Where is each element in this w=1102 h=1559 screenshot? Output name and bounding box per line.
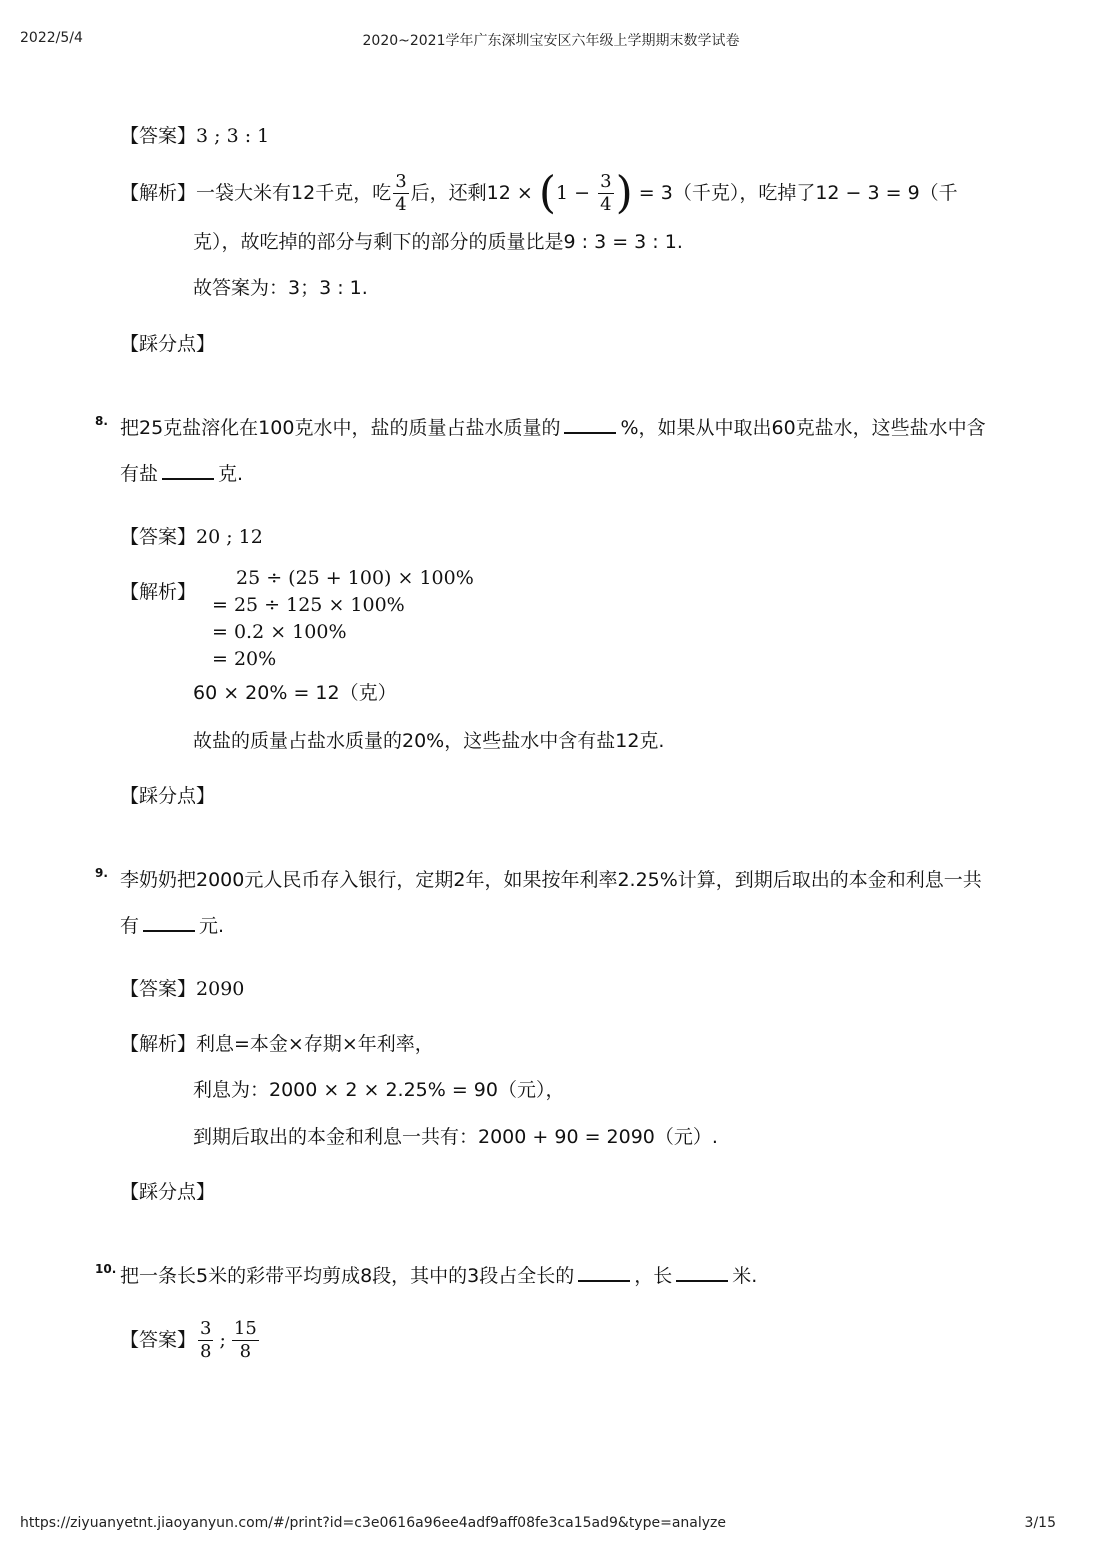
q9-number: 9.	[95, 866, 108, 880]
q7-text-4: = 3（千克），吃掉了12 − 3 = 9（千	[632, 182, 958, 204]
q10-text-3: 米.	[732, 1265, 758, 1287]
q8-conclusion: 故盐的质量占盐水质量的20%，这些盐水中含有盐12克.	[193, 730, 665, 752]
q7-answer	[120, 122, 269, 150]
q7-analysis-line3: 故答案为：3；3 : 1.	[193, 277, 368, 299]
q7-fraction-2-den: 4	[600, 194, 612, 215]
q8-calc-line4: = 20%	[212, 648, 277, 670]
q7-fraction-1	[393, 171, 408, 216]
q10-question-line1	[120, 1262, 757, 1290]
q10-text-2: ，长	[634, 1265, 673, 1287]
q10-answer-fraction-1-num: 3	[200, 1318, 212, 1339]
q8-question-line2	[120, 460, 243, 488]
q8-analysis-label: 【解析】	[120, 581, 197, 603]
q8-blank-2	[162, 460, 214, 480]
q8-answer	[120, 523, 263, 551]
q7-fraction-1-num: 3	[395, 171, 407, 192]
q9-analysis-line3: 到期后取出的本金和利息一共有：2000 + 90 = 2090（元）.	[193, 1126, 718, 1148]
q8-calc-line3: = 0.2 × 100%	[212, 621, 347, 643]
q8-calc-line2: = 25 ÷ 125 × 100%	[212, 594, 405, 616]
q8-text-3: 有盐	[120, 463, 159, 485]
q10-answer	[120, 1312, 261, 1368]
q8-calc-line5: 60 × 20% = 12（克）	[193, 682, 397, 704]
q8-question-line1	[120, 414, 986, 442]
q7-text-3: 1 −	[556, 182, 597, 204]
q9-points-label: 【踩分点】	[120, 1181, 216, 1203]
q8-number: 8.	[95, 414, 108, 428]
q9-question-line2	[120, 912, 224, 940]
q9-analysis-line1	[120, 1030, 434, 1058]
q8-text-4: 克.	[218, 463, 244, 485]
answer-label: 【答案】	[120, 125, 197, 147]
q7-fraction-1-den: 4	[395, 194, 407, 215]
q7-analysis-line2: 克），故吃掉的部分与剩下的部分的质量比是9 : 3 = 3 : 1.	[193, 231, 683, 253]
q9-text-3: 利息=本金×存期×年利率，	[196, 1033, 434, 1055]
q7-text-1: 一袋大米有12千克，吃	[196, 182, 392, 204]
q9-answer	[120, 975, 244, 1003]
q9-text-1: 有	[120, 915, 140, 937]
print-date: 2022/5/4	[20, 30, 83, 46]
q10-answer-fraction-1	[198, 1318, 213, 1363]
q7-fraction-2-num: 3	[600, 171, 612, 192]
q10-answer-fraction-2-den: 8	[239, 1341, 252, 1362]
q7-text-2: 后，还剩12 ×	[410, 182, 539, 204]
q10-answer-fraction-2-num: 15	[233, 1318, 257, 1339]
answer-label: 【答案】	[120, 978, 197, 1000]
q10-blank-1	[578, 1262, 630, 1282]
q7-fraction-2	[598, 171, 613, 216]
analysis-label: 【解析】	[120, 1033, 197, 1055]
q10-answer-separator: ;	[219, 1329, 226, 1351]
q7-answer-value: 3 ; 3 : 1	[196, 125, 270, 147]
document-title: 2020~2021学年广东深圳宝安区六年级上学期期末数学试卷	[362, 33, 740, 49]
q10-answer-fraction-1-den: 8	[200, 1341, 212, 1362]
source-url: https://ziyuanyetnt.jiaoyanyun.com/#/print?id=c3e0616a96ee4adf9aff08fe3ca15ad9&type=analyze	[20, 1515, 726, 1531]
q7-points-label: 【踩分点】	[120, 333, 216, 355]
q7-left-paren: (	[538, 167, 557, 219]
answer-label: 【答案】	[120, 1329, 197, 1351]
q8-points-label: 【踩分点】	[120, 785, 216, 807]
page-number: 3/15	[1024, 1515, 1056, 1531]
q9-answer-value: 2090	[196, 978, 245, 1000]
q9-analysis-line2: 利息为：2000 × 2 × 2.25% = 90（元），	[193, 1079, 565, 1101]
q10-number: 10.	[95, 1262, 117, 1276]
q10-text-1: 把一条长5米的彩带平均剪成8段，其中的3段占全长的	[120, 1265, 575, 1287]
q7-right-paren: )	[615, 167, 633, 219]
q9-blank-1	[143, 912, 195, 932]
q8-blank-1	[564, 414, 616, 434]
q10-blank-2	[676, 1262, 728, 1282]
q8-answer-value: 20 ; 12	[196, 526, 263, 548]
q8-text-1: 把25克盐溶化在100克水中，盐的质量占盐水质量的	[120, 417, 561, 439]
answer-label: 【答案】	[120, 526, 197, 548]
q7-analysis-line1	[120, 165, 958, 221]
analysis-label: 【解析】	[120, 182, 197, 204]
q8-calc-line1: 25 ÷ (25 + 100) × 100%	[236, 567, 474, 589]
q8-text-2: %，如果从中取出60克盐水，这些盐水中含	[620, 417, 986, 439]
q9-text-2: 元.	[199, 915, 225, 937]
q9-question-line1: 李奶奶把2000元人民币存入银行，定期2年，如果按年利率2.25%计算，到期后取出的本金和利息一共	[120, 869, 982, 891]
q10-answer-fraction-2	[232, 1318, 259, 1363]
